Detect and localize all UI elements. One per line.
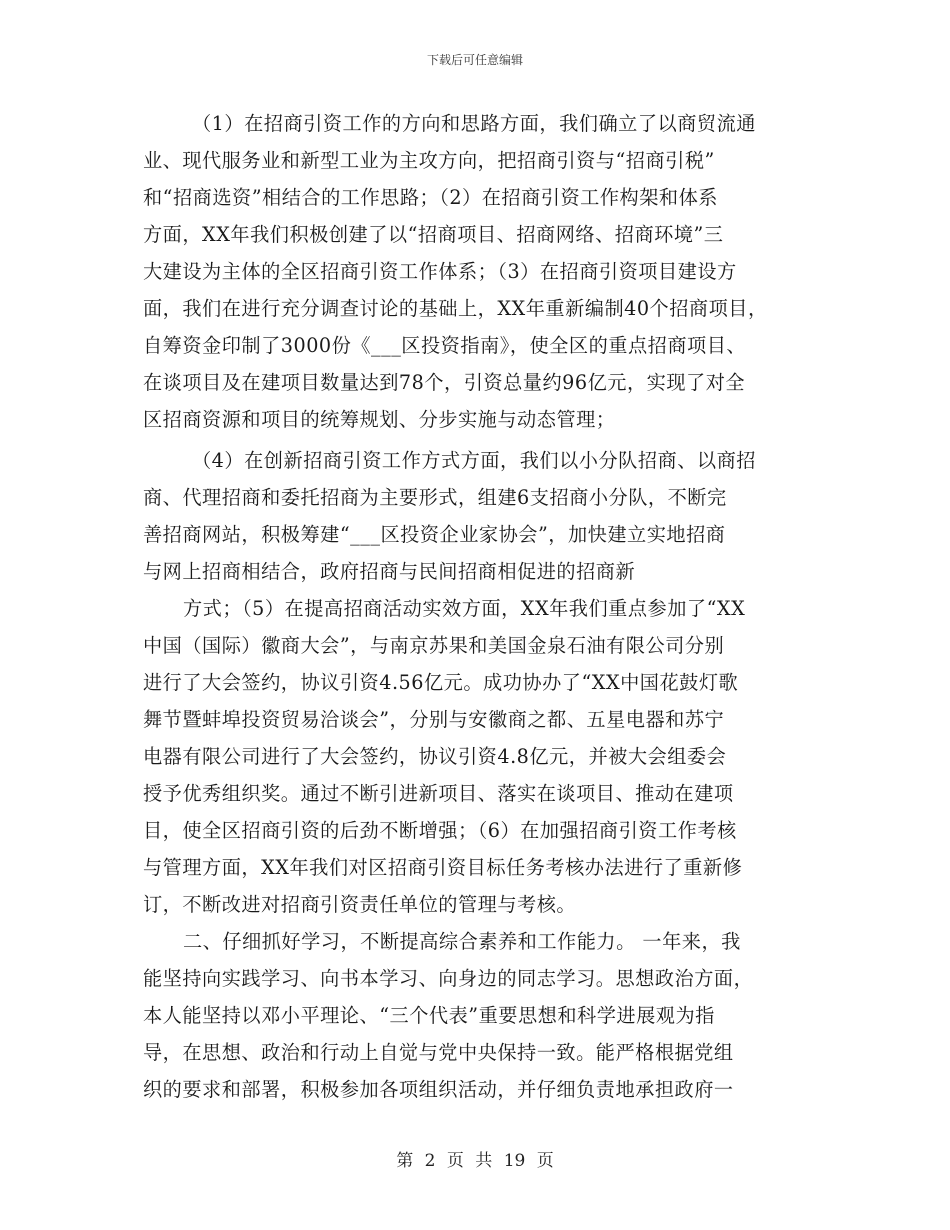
text-line: 订，不断改进对招商引资责任单位的管理与考核。 (143, 893, 577, 916)
text-line: 与管理方面，XX年我们对区招商引资目标任务考核办法进行了重新修 (143, 856, 743, 879)
text-line: 导，在思想、政治和行动上自觉与党中央保持一致。能严格根据党组 (143, 1041, 734, 1064)
text-line: 商、代理招商和委托招商为主要形式，组建6支招商小分队，不断完 (143, 486, 727, 509)
text-line: 面，我们在进行充分调查讨论的基础上，XX年重新编制40个招商项目， (143, 297, 768, 320)
text-line: 自筹资金印制了3000份《___区投资指南》，使全区的重点招商项目、 (143, 334, 747, 357)
text-line: （4）在创新招商引资工作方式方面，我们以小分队招商、以商招 (192, 449, 756, 472)
text-line: 本人能坚持以邓小平理论、“三个代表”重要思想和科学进展观为指 (143, 1004, 715, 1027)
text-line: 方式；（5）在提高招商活动实效方面，XX年我们重点参加了“XX (183, 597, 746, 620)
text-line: 能坚持向实践学习、向书本学习、向身边的同志学习。思想政治方面， (143, 967, 754, 990)
text-line: 大建设为主体的全区招商引资工作体系；（3）在招商引资项目建设方 (143, 260, 737, 283)
page-number: 第 2 页 共 19 页 (396, 1151, 554, 1171)
text-line: 二、仔细抓好学习，不断提高综合素养和工作能力。 一年来，我 (183, 930, 741, 953)
text-line: 进行了大会签约，协议引资4.56亿元。成功协办了“XX中国花鼓灯歌 (143, 671, 739, 694)
text-line: 业、现代服务业和新型工业为主攻方向，把招商引资与“招商引税” (143, 149, 715, 172)
text-line: 织的要求和部署，积极参加各项组织活动，并仔细负责地承担政府一 (143, 1078, 734, 1101)
text-line: 授予优秀组织奖。通过不断引进新项目、落实在谈项目、推动在建项 (143, 782, 734, 805)
text-line: 善招商网站，积极筹建“___区投资企业家协会”，加快建立实地招商 (143, 523, 726, 546)
text-line: 与网上招商相结合，政府招商与民间招商相促进的招商新 (143, 560, 636, 583)
page-header: 下载后可任意编辑 (426, 53, 523, 67)
text-line: 方面，XX年我们积极创建了以“招商项目、招商网络、招商环境”三 (143, 223, 724, 246)
text-line: 和“招商选资”相结合的工作思路；（2）在招商引资工作构架和体系 (143, 186, 718, 209)
text-line: 舞节暨蚌埠投资贸易洽谈会”，分别与安徽商之都、五星电器和苏宁 (143, 708, 725, 731)
text-line: （1）在招商引资工作的方向和思路方面，我们确立了以商贸流通 (192, 112, 756, 135)
text-line: 中国（国际）徽商大会”，与南京苏果和美国金泉石油有限公司分别 (143, 634, 725, 657)
text-line: 目，使全区招商引资的后劲不断增强；（6）在加强招商引资工作考核 (143, 819, 737, 842)
text-line: 电器有限公司进行了大会签约，协议引资4.8亿元，并被大会组委会 (143, 745, 727, 768)
text-line: 区招商资源和项目的统筹规划、分步实施与动态管理； (143, 408, 616, 431)
text-line: 在谈项目及在建项目数量达到78个，引资总量约96亿元，实现了对全 (143, 371, 746, 394)
